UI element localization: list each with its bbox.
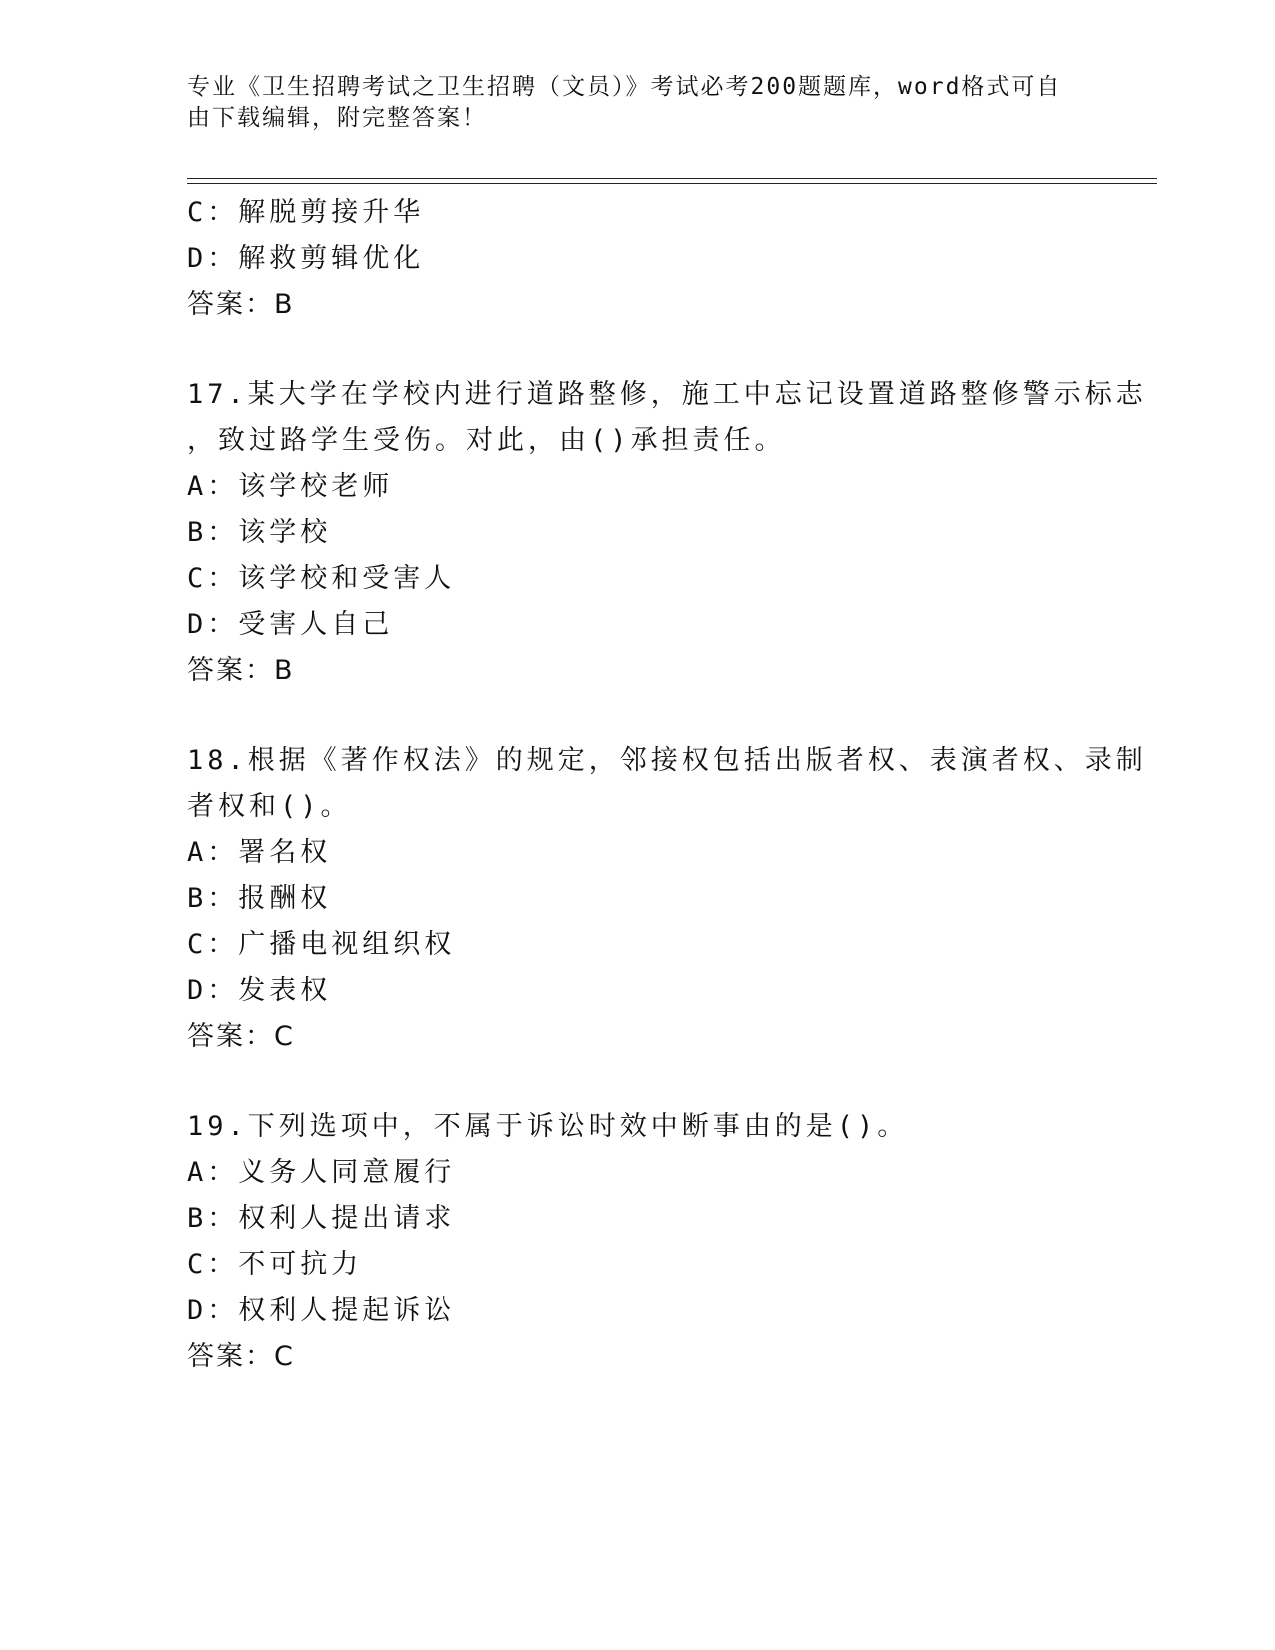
header-divider-top <box>187 178 1157 179</box>
previous-question-tail <box>187 190 1087 328</box>
question-18 <box>187 738 1147 1060</box>
option-b: B：报酬权 <box>187 883 332 914</box>
option-d: D：权利人提起诉讼 <box>187 1295 456 1326</box>
header-divider-bottom <box>187 183 1157 184</box>
question-19 <box>187 1104 1087 1380</box>
question-stem-line: 18.根据《著作权法》的规定，邻接权包括出版者权、表演者权、录制 <box>187 745 1147 776</box>
option-c: C：解脱剪接升华 <box>187 197 425 228</box>
answer: 答案：C <box>187 1341 295 1372</box>
option-c: C：广播电视组织权 <box>187 929 456 960</box>
option-b: B：该学校 <box>187 517 332 548</box>
option-d: D：发表权 <box>187 975 332 1006</box>
option-c: C：不可抗力 <box>187 1249 363 1280</box>
option-d: D：受害人自己 <box>187 609 394 640</box>
answer: 答案：B <box>187 289 295 320</box>
answer: 答案：B <box>187 655 295 686</box>
header-line-2: 由下载编辑，附完整答案！ <box>187 105 487 131</box>
question-stem-line: 19.下列选项中，不属于诉讼时效中断事由的是()。 <box>187 1111 909 1142</box>
question-stem-line: ，致过路学生受伤。对此，由()承担责任。 <box>187 425 786 456</box>
option-c: C：该学校和受害人 <box>187 563 456 594</box>
option-a: A：署名权 <box>187 837 332 868</box>
answer: 答案：C <box>187 1021 295 1052</box>
question-stem-line: 者权和()。 <box>187 791 352 822</box>
option-b: B：权利人提出请求 <box>187 1203 456 1234</box>
option-a: A：义务人同意履行 <box>187 1157 456 1188</box>
option-d: D：解救剪辑优化 <box>187 243 425 274</box>
question-list <box>187 190 1147 1380</box>
page-header <box>187 72 1067 134</box>
option-a: A：该学校老师 <box>187 471 394 502</box>
question-17 <box>187 372 1147 694</box>
header-line-1: 专业《卫生招聘考试之卫生招聘（文员）》考试必考200题题库，word格式可自 <box>187 74 1062 100</box>
question-stem-line: 17.某大学在学校内进行道路整修，施工中忘记设置道路整修警示标志 <box>187 379 1147 410</box>
